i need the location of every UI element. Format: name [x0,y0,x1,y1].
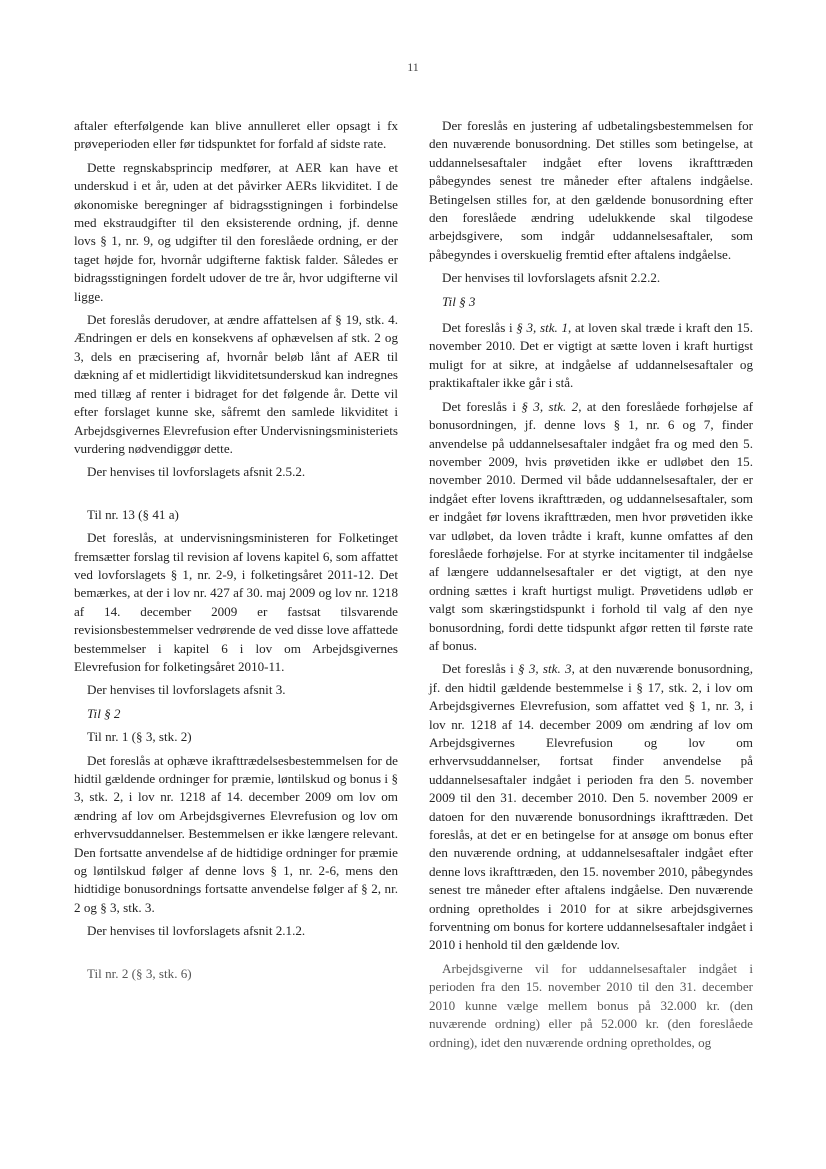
section-title-til-par-3: Til § 3 [442,293,476,309]
left-column [74,117,398,988]
left-paragraph-3: Det foreslås derudover, at ændre affattelsen af § 19, stk. 4. Ændringen er dels en konsekvens af ophævelsen af stk. 2 og 3, dels en præcisering af, hvornår beløb lånt af AER til dækning af et midlertidigt likviditetsunderskud kan indregnes med tillæg af renter i bidraget for det følgende år. Dette vil efter forslaget kunne ske, såfremt den samlede likviditet i Arbejdsgivernes Elevrefusion efter Undervisningsministeriets vurdering nødvendiggør dette. [74,312,398,456]
right-paragraph-3-post: , at loven skal træde i kraft den 15. november 2010. Det er vigtigt at sætte loven i kraft hurtigst muligt for at sikre, at indgåelse af uddannelsesaftaler og praktikaftaler ikke går i stå. [429,320,754,391]
right-paragraph-1: Der foreslås en justering af udbetalingsbestemmelsen for den nuværende bonusordning. Det stilles som betingelse, at uddannelsesaftaler indgået efter lovens ikrafttræden påbegyndes senest tre måneder efter aftalens indgåelse. Betingelsen stilles for, at den gældende bonusordning efter den foreslåede ændring udelukkende skal tilgodese arbejdsgivere, som indgår uddannelsesaftaler, som påbegyndes i overskuelig fremtid efter aftalens indgåelse. [429,118,753,262]
left-paragraph-7: Det foreslås at ophæve ikrafttrædelsesbestemmelsen for de hidtil gældende ordninger for præmie, løntilskud og bonus i § 3, stk. 2, i lov nr. 1218 af 14. december 2009 om lov om ændring af lov om Arbejdsgivernes Elevrefusion og lov om erhvervsuddannelser. Bestemmelsen er ikke længere relevant. Den fortsatte anvendelse af de hidtidige ordninger for præmie og løntilskud følger af denne lovs § 1, nr. 2-6, mens den hidtidige bonusordnings fortsatte anvendelse følger af § 2, nr. 2 og § 3, stk. 3. [74,752,398,915]
left-paragraph-6: Der henvises til lovforslagets afsnit 3. [87,682,286,698]
right-column [429,117,753,1057]
heading-til-nr-13: Til nr. 13 (§ 41 a) [87,506,179,522]
right-paragraph-4 [429,398,753,656]
left-paragraph-5: Det foreslås, at undervisningsministeren for Folketinget fremsætter forslag til revision af lovens kapitel 6, som affattet ved lovforslagets § 1, nr. 2-9, i folketingsåret 2011-12. Det bemærkes, at der i lov nr. 427 af 30. maj 2009 og lov nr. 1218 af 14. december 2009 er fastsat tilsvarende revisionsbestemmelser vedrørende de ved disse love affattede bestemmelser i kapitel 6 i lov om Arbejdsgivernes Elevrefusion for folketingsåret 2010-11. [74,530,398,674]
right-paragraph-4-pre: Det foreslås i [442,398,522,414]
heading-til-nr-2: Til nr. 2 (§ 3, stk. 6) [87,965,192,981]
right-paragraph-5-ref: § 3, stk. 3 [518,661,572,677]
right-paragraph-5-post: , at den nuværende bonusordning, jf. den hidtil gældende bestemmelse i § 17, stk. 2, i lov om Arbejdsgivernes Elevrefusion, som affattet ved § 1, nr. 3, i lov nr. 1218 af 14. december 2009 om ændring af lov om Arbejdsgivernes Elevrefusion og lov om erhvervsuddannelser, fortsat finder anvendelse på uddannelsesaftaler indgået i perioden fra den 5. november 2009 til den 31. december 2010. Den 5. november 2009 er datoen for den nuværende bonusordnings ikrafttræden. Det foreslås, at det er en betingelse for at ansøge om bonus efter den nuværende ordning, at uddannelsesaftaler indgået efter denne lovs ikrafttræden, den 15. november 2010, påbegyndes senest tre måneder efter aftalens indgåelse. Den nuværende ordning opretholdes i 2010 for at sikre arbejdsgivernes forventning om bonus for kortere uddannelsesaftaler indgået i 2010 i henhold til den gældende lov. [429,661,753,953]
right-paragraph-4-ref: § 3, stk. 2 [521,398,579,414]
heading-til-nr-1: Til nr. 1 (§ 3, stk. 2) [87,729,192,745]
section-title-til-par-2: Til § 2 [87,705,121,721]
left-paragraph-8: Der henvises til lovforslagets afsnit 2.1.2. [87,923,306,939]
right-paragraph-4-post: , at den foreslåede forhøjelse af bonusordningen, jf. denne lovs § 1, nr. 6 og 7, finder anvendelse på uddannelsesaftaler indgået fra og med den 5. november 2009, hvis prøvetiden ikke er udløbet den 15. november 2010. Dermed vil både uddannelsesaftaler, der er indgået efter lovens ikrafttræden, og uddannelsesaftaler, som er indgået før lovens ikrafttræden, men hvor prøvetiden ikke var udløbet, da loven trådte i kraft, kunne omfattes af den foreslåede forhøjelse. For at styrke incitamenter til indgåelse af længere uddannelsesaftaler er det vigtigt, at den nye ordning sættes i kraft hurtigst muligt. Prøvetidens udløb er valgt som skæringstidspunkt i forhold til valg af den nye bonusordning, fordi dette tidspunkt afgør retten til første rate af bonus. [429,398,753,653]
page-number: 11 [407,60,419,74]
right-paragraph-2: Der henvises til lovforslagets afsnit 2.2.2. [442,270,661,286]
left-paragraph-2: Dette regnskabsprincip medfører, at AER kan have et underskud i et år, uden at det påvirker AERs likviditet. I de økonomiske beregninger af bidragsstigningen i forbindelse med ekstraudgifter til den eksisterende ordning, jf. denne lovs § 1, nr. 9, og udgifter til den foreslåede ordning, er der taget højde for, hvornår udgifterne faktisk falder. Således er bidragsstigningen fordelt udover de tre år, hvor udgifterne vil ligge. [74,159,398,304]
right-paragraph-6: Arbejdsgiverne vil for uddannelsesaftaler indgået i perioden fra den 15. november 2010 til den 31. december 2010 kunne vælge mellem bonus på 32.000 kr. (den nuværende ordning) eller på 52.000 kr. (den foreslåede ordning), idet den nuværende ordning opretholdes, og [429,960,753,1050]
right-paragraph-5 [429,660,753,955]
right-paragraph-3-pre: Det foreslås i [442,320,517,336]
right-paragraph-3-ref: § 3, stk. 1 [516,320,569,336]
right-paragraph-3 [429,319,753,393]
left-paragraph-4: Der henvises til lovforslagets afsnit 2.5.2. [87,464,306,480]
left-paragraph-1: aftaler efterfølgende kan blive annulleret eller opsagt i fx prøveperioden eller før tidspunktet for forfald af sidste rate. [74,118,398,152]
right-paragraph-5-pre: Det foreslås i [442,661,519,677]
